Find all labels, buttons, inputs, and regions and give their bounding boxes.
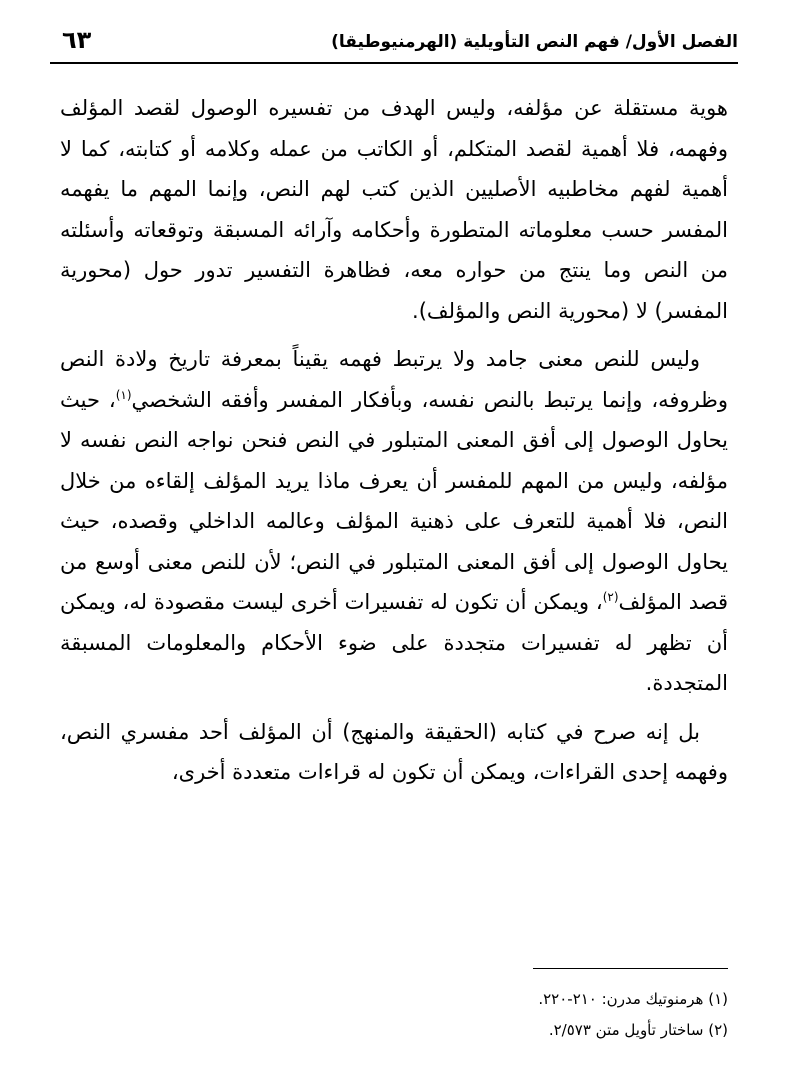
- paragraph-text: هوية مستقلة عن مؤلفه، وليس الهدف من تفسيره الوصول لقصد المؤلف وفهمه، فلا أهمية لقصد المتكلم، أو الكاتب من عمله وكلامه أو كتابته، كما لا أهمية لفهم مخاطبيه الأصليين الذين كتب لهم النص، وإنما المهم ما يفهمه المفسر حسب معلوماته المتطورة وأحكامه وآرائه المسبقة وتوقعاته وأسئلته من النص وما ينتج من حواره معه، فظاهرة التفسير تدور حول (محورية المفسر) لا (محورية النص والمؤلف).: [60, 96, 728, 323]
- paragraph-text: ، ويمكن أن تكون له تفسيرات أخرى ليست مقصودة له، ويمكن أن تظهر له تفسيرات متجددة على ضوء الأحكام والمعلومات المسبقة المتجددة.: [60, 590, 728, 695]
- footnote-ref-1[interactable]: (١): [115, 387, 132, 402]
- paragraph-text: بل إنه صرح في كتابه (الحقيقة والمنهج) أن المؤلف أحد مفسري النص، وفهمه إحدى القراءات، ويمكن أن تكون له قراءات متعددة أخرى،: [60, 719, 728, 784]
- paragraph-1: [60, 88, 728, 331]
- footnote-1: (١) هرمنوتيك مدرن: ٢١٠-٢٢٠.: [538, 990, 728, 1008]
- paragraph-3: [60, 712, 728, 793]
- page-header: [50, 22, 738, 62]
- paragraph-text: ، حيث يحاول الوصول إلى أفق المعنى المتبلور في النص فنحن نواجه النص نفسه لا مؤلفه، وليس من المهم للمفسر أن يعرف ماذا يريد المؤلف إلقاءه من خلال النص، فلا أهمية للتعرف على ذهنية المؤلف وعالمه الداخلي وقصده، حيث يحاول الوصول إلى أفق المعنى المتبلور في النص؛ لأن للنص معنى أوسع من قصد المؤلف: [60, 387, 728, 614]
- header-rule: [50, 62, 738, 64]
- main-text: [60, 88, 728, 801]
- running-title: الفصل الأول/ فهم النص التأويلية (الهرمنيوطيقا): [331, 32, 738, 52]
- footnote-2: (٢) ساختار تأويل متن ٢/٥٧٣.: [548, 1021, 728, 1039]
- paragraph-text: وليس للنص معنى جامد ولا يرتبط فهمه يقيناً بمعرفة تاريخ ولادة النص وظروفه، وإنما يرتبط بالنص نفسه، وبأفكار المفسر وأفقه الشخصي: [60, 347, 728, 412]
- footnote-separator: [533, 968, 728, 969]
- paragraph-2: [60, 339, 728, 704]
- page-number: ٦٣: [62, 26, 92, 54]
- footnotes: [60, 984, 728, 1046]
- footnote-ref-2[interactable]: (٢): [602, 590, 619, 604]
